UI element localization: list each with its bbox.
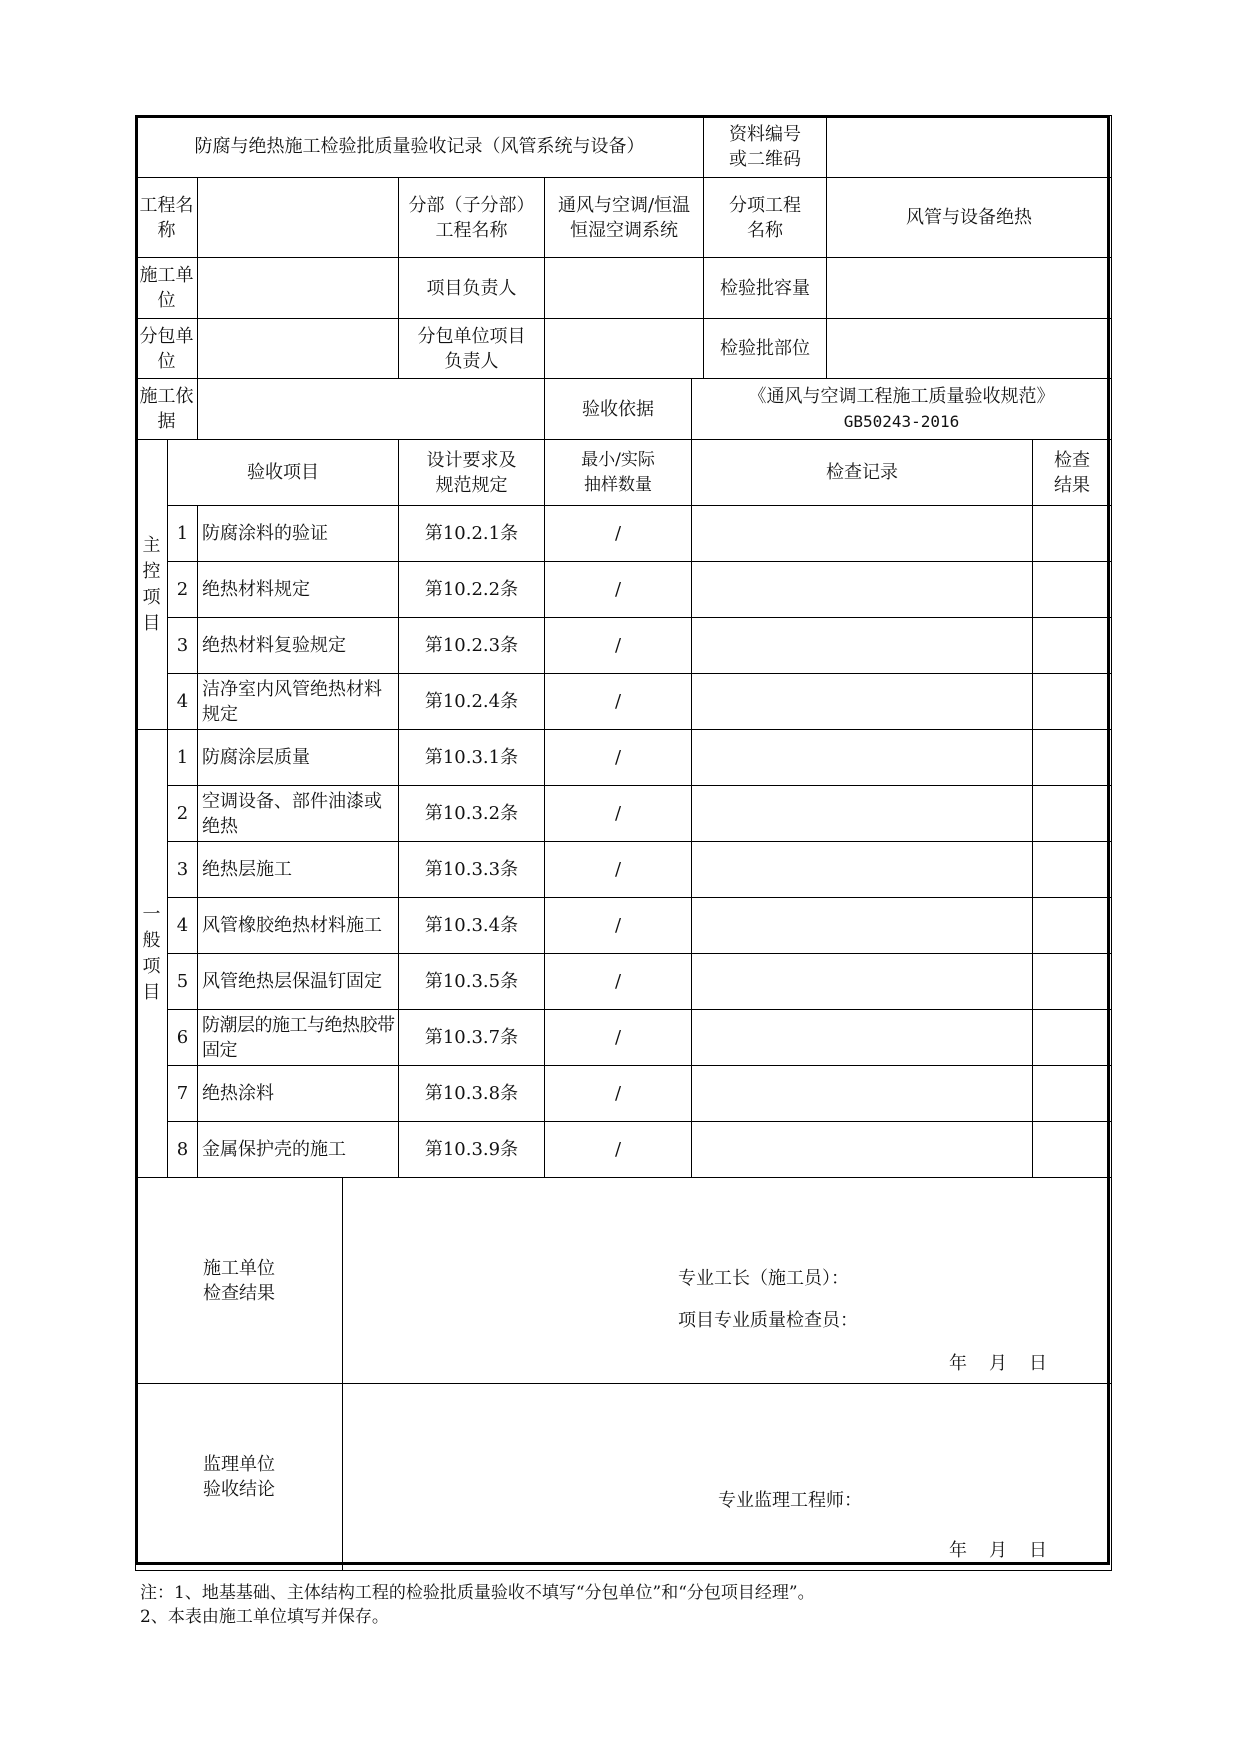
- column-header-item: 验收项目: [168, 440, 399, 506]
- item-sample[interactable]: /: [545, 954, 692, 1010]
- batch-location-label: 检验批部位: [704, 319, 827, 379]
- item-clause: 第10.2.4条: [399, 674, 545, 730]
- note-line-2: 2、本表由施工单位填写并保存。: [140, 1607, 389, 1627]
- general-items-label: 一 般 项 目: [136, 730, 168, 1178]
- construction-basis-label: 施工依据: [136, 379, 198, 440]
- item-clause: 第10.3.4条: [399, 898, 545, 954]
- item-name: 金属保护壳的施工: [198, 1122, 399, 1178]
- item-sample[interactable]: /: [545, 1066, 692, 1122]
- acceptance-basis-label: 验收依据: [545, 379, 692, 440]
- item-clause: 第10.3.1条: [399, 730, 545, 786]
- item-clause: 第10.3.2条: [399, 786, 545, 842]
- row-number: 4: [168, 898, 198, 954]
- contractor-date-month: 月: [989, 1353, 1007, 1374]
- item-clause: 第10.3.7条: [399, 1010, 545, 1066]
- item-clause: 第10.3.9条: [399, 1122, 545, 1178]
- item-sample[interactable]: /: [545, 842, 692, 898]
- item-name: 防腐涂层质量: [198, 730, 399, 786]
- row-number: 1: [168, 506, 198, 562]
- supervisor-date-day: 日: [1029, 1540, 1047, 1561]
- sub-manager-label: 分包单位项目 负责人: [399, 319, 545, 379]
- contractor-date-day: 日: [1029, 1353, 1047, 1374]
- table-outer-border: [135, 115, 1110, 1565]
- row-number: 3: [168, 842, 198, 898]
- row-number: 4: [168, 674, 198, 730]
- item-name: 空调设备、部件油漆或绝热: [198, 786, 399, 842]
- subcontractor-label: 分包单位: [136, 319, 198, 379]
- subitem-label: 分项工程 名称: [704, 178, 827, 258]
- item-name: 绝热材料规定: [198, 562, 399, 618]
- item-sample[interactable]: /: [545, 506, 692, 562]
- item-sample[interactable]: /: [545, 562, 692, 618]
- column-header-record: 检查记录: [692, 440, 1033, 506]
- supervisor-check-label: 监理单位 验收结论: [136, 1384, 343, 1571]
- item-name: 绝热涂料: [198, 1066, 399, 1122]
- contractor-check-label: 施工单位 检查结果: [136, 1178, 343, 1384]
- item-clause: 第10.3.5条: [399, 954, 545, 1010]
- item-sample[interactable]: /: [545, 786, 692, 842]
- item-sample[interactable]: /: [545, 618, 692, 674]
- column-header-design: 设计要求及 规范规定: [399, 440, 545, 506]
- item-name: 风管橡胶绝热材料施工: [198, 898, 399, 954]
- supervisor-date-year: 年: [949, 1540, 967, 1561]
- form-title: 防腐与绝热施工检验批质量验收记录（风管系统与设备）: [136, 116, 704, 178]
- item-name: 洁净室内风管绝热材料规定: [198, 674, 399, 730]
- acceptance-basis-value: 《通风与空调工程施工质量验收规范》 GB50243-2016: [692, 379, 1112, 440]
- note-line-1: 注：1、地基基础、主体结构工程的检验批质量验收不填写“分包单位”和“分包项目经理”。: [140, 1583, 815, 1603]
- row-number: 3: [168, 618, 198, 674]
- foreman-signature-label: 专业工长（施工员）：: [678, 1268, 849, 1289]
- batch-capacity-label: 检验批容量: [704, 258, 827, 319]
- row-number: 5: [168, 954, 198, 1010]
- item-clause: 第10.2.2条: [399, 562, 545, 618]
- item-sample[interactable]: /: [545, 1122, 692, 1178]
- division-label: 分部（子分部） 工程名称: [399, 178, 545, 258]
- row-number: 8: [168, 1122, 198, 1178]
- main-control-label: 主 控 项 目: [136, 440, 168, 730]
- row-number: 1: [168, 730, 198, 786]
- item-name: 防腐涂料的验证: [198, 506, 399, 562]
- item-clause: 第10.2.3条: [399, 618, 545, 674]
- subitem-value[interactable]: 风管与设备绝热: [827, 178, 1112, 258]
- item-name: 风管绝热层保温钉固定: [198, 954, 399, 1010]
- item-name: 防潮层的施工与绝热胶带固定: [198, 1010, 399, 1066]
- item-clause: 第10.3.3条: [399, 842, 545, 898]
- document-code-label: 资料编号 或二维码: [704, 116, 827, 178]
- item-sample[interactable]: /: [545, 898, 692, 954]
- row-number: 2: [168, 562, 198, 618]
- supervising-engineer-signature-label: 专业监理工程师：: [718, 1490, 862, 1511]
- item-name: 绝热材料复验规定: [198, 618, 399, 674]
- contractor-date-year: 年: [949, 1353, 967, 1374]
- item-clause: 第10.3.8条: [399, 1066, 545, 1122]
- item-sample[interactable]: /: [545, 730, 692, 786]
- column-header-sample: 最小/实际 抽样数量: [545, 440, 692, 506]
- item-sample[interactable]: /: [545, 1010, 692, 1066]
- contractor-label: 施工单位: [136, 258, 198, 319]
- item-sample[interactable]: /: [545, 674, 692, 730]
- row-number: 2: [168, 786, 198, 842]
- project-name-label: 工程名称: [136, 178, 198, 258]
- row-number: 6: [168, 1010, 198, 1066]
- quality-inspector-signature-label: 项目专业质量检查员：: [678, 1310, 858, 1331]
- item-clause: 第10.2.1条: [399, 506, 545, 562]
- division-value[interactable]: 通风与空调/恒温 恒湿空调系统: [545, 178, 704, 258]
- row-number: 7: [168, 1066, 198, 1122]
- column-header-result: 检查 结果: [1033, 440, 1112, 506]
- supervisor-date-month: 月: [989, 1540, 1007, 1561]
- item-name: 绝热层施工: [198, 842, 399, 898]
- project-manager-label: 项目负责人: [399, 258, 545, 319]
